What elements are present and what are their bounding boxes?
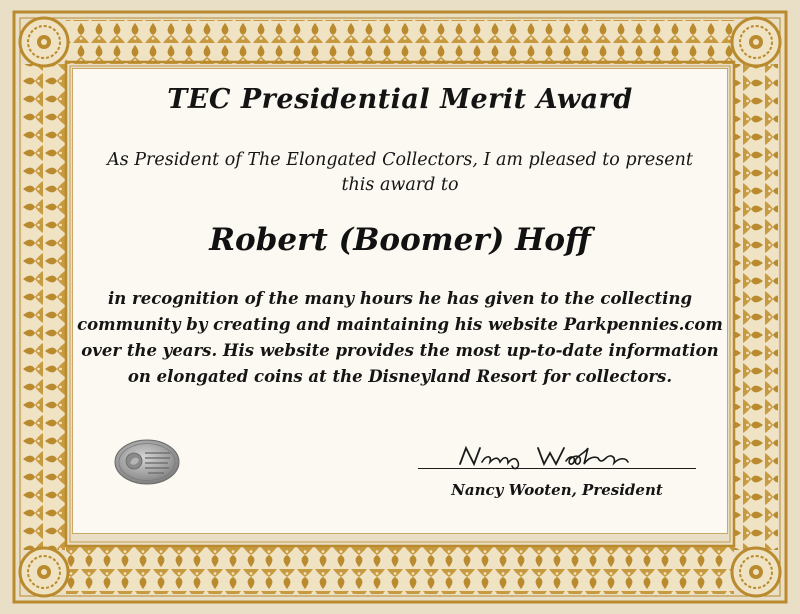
citation-line: over the years. His website provides the most up-to-date information [81, 341, 719, 360]
recipient-name: Robert (Boomer) Hoff [209, 222, 591, 258]
intro-line: As President of The Elongated Collectors, I am pleased to present [107, 150, 693, 170]
signature-line [418, 468, 696, 469]
intro-text [0, 148, 800, 198]
citation-line: community by creating and maintaining his website Parkpennies.com [77, 315, 723, 334]
corner-rosette-icon [732, 548, 780, 596]
citation-line: in recognition of the many hours he has given to the collecting [108, 289, 692, 308]
signer-name: Nancy Wooten, President [451, 481, 663, 499]
citation-line: on elongated coins at the Disneyland Resort for collectors. [127, 367, 673, 386]
intro-line: this award to [341, 175, 459, 195]
award-title: TEC Presidential Merit Award [167, 84, 633, 115]
elongated-coin-icon [114, 438, 180, 486]
corner-rosette-icon [20, 18, 68, 66]
corner-rosette-icon [20, 548, 68, 596]
citation-text [0, 286, 800, 390]
corner-rosette-icon [732, 18, 780, 66]
